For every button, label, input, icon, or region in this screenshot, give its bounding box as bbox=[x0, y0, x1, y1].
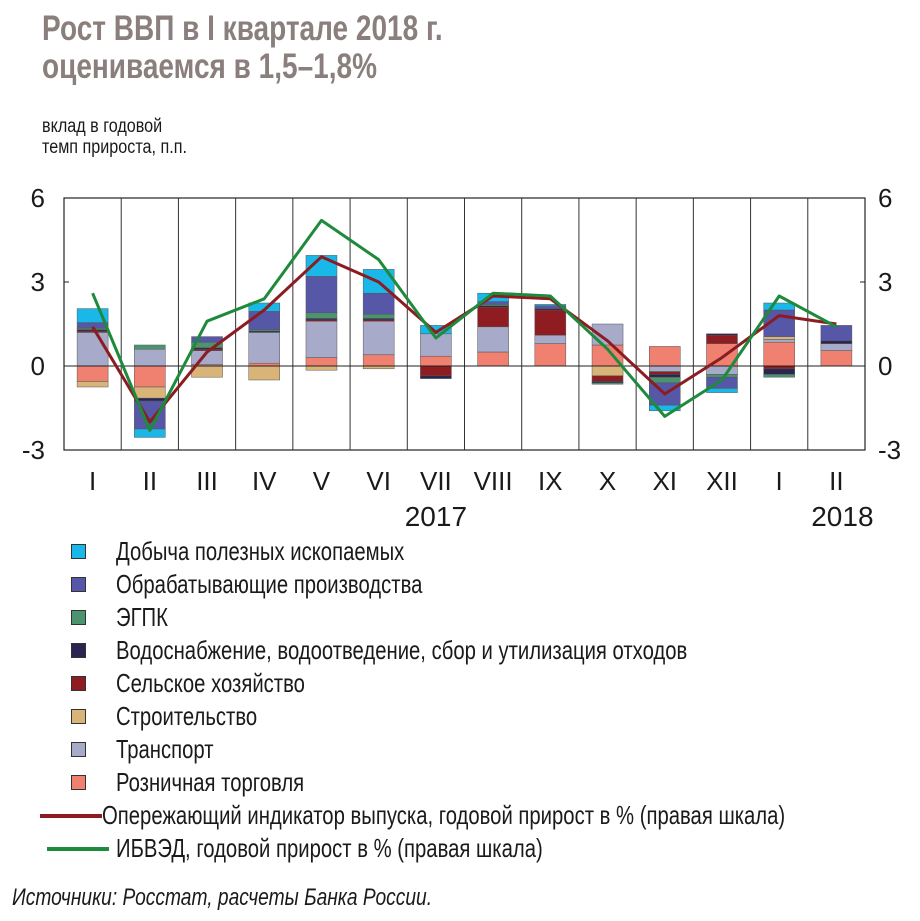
x-tick-label: IV bbox=[251, 466, 277, 496]
legend-marker-wrap bbox=[40, 709, 116, 724]
legend-item bbox=[40, 832, 910, 865]
x-tick-label: III bbox=[196, 466, 218, 496]
legend-label: Опережающий индикатор выпуска, годовой прирост в % (правая шкала) bbox=[102, 800, 786, 830]
legend-marker-wrap bbox=[40, 643, 116, 658]
legend-color-swatch bbox=[71, 742, 86, 757]
legend-label: Сельское хозяйство bbox=[116, 668, 305, 698]
x-tick-label: XII bbox=[706, 466, 738, 496]
x-tick-label: I bbox=[775, 466, 783, 496]
legend-item bbox=[40, 535, 910, 568]
legend-line-swatch bbox=[40, 814, 102, 818]
bar-segment bbox=[306, 321, 337, 357]
y-tick-label: -3 bbox=[21, 435, 45, 465]
legend-color-swatch bbox=[71, 676, 86, 691]
bar-segment bbox=[134, 366, 165, 387]
bar-segment bbox=[306, 358, 337, 366]
x-tick-label: XI bbox=[652, 466, 678, 496]
bar-segment bbox=[363, 321, 394, 355]
bar-segment bbox=[764, 337, 795, 340]
bar-segment bbox=[764, 369, 795, 375]
x-tick-label: V bbox=[312, 466, 331, 496]
bar-segment bbox=[478, 327, 509, 352]
bar-segment bbox=[764, 374, 795, 377]
bar-segment bbox=[649, 366, 680, 372]
legend-item bbox=[40, 766, 910, 799]
legend-marker-wrap bbox=[40, 814, 102, 818]
bar-segment bbox=[77, 366, 108, 381]
bar-segment bbox=[535, 310, 566, 335]
bar-segment bbox=[478, 307, 509, 327]
bar-segment bbox=[535, 335, 566, 343]
legend-item bbox=[40, 700, 910, 733]
bar-segment bbox=[706, 388, 737, 392]
bar-segment bbox=[420, 366, 451, 376]
bar-segment bbox=[306, 313, 337, 319]
bar-segment bbox=[249, 332, 280, 363]
legend-marker-wrap bbox=[40, 544, 116, 559]
bar-segment bbox=[649, 372, 680, 375]
legend-label: Обрабатывающие производства bbox=[116, 569, 423, 599]
bar-segment bbox=[134, 387, 165, 398]
legend-color-swatch bbox=[71, 544, 86, 559]
legend-label: Строительство bbox=[116, 701, 258, 731]
y2-tick-label: 3 bbox=[878, 267, 893, 297]
legend-marker-wrap bbox=[40, 676, 116, 691]
legend-color-swatch bbox=[71, 577, 86, 592]
y-tick-label: 6 bbox=[30, 183, 45, 213]
legend-color-swatch bbox=[71, 610, 86, 625]
y-tick-label: 3 bbox=[30, 267, 45, 297]
bar-segment bbox=[764, 339, 795, 342]
bar-segment bbox=[77, 332, 108, 366]
bar-segment bbox=[363, 314, 394, 318]
bar-segment bbox=[706, 374, 737, 377]
x-tick-label: VIII bbox=[473, 466, 513, 496]
bar-segment bbox=[478, 352, 509, 366]
bar-segment bbox=[706, 334, 737, 335]
legend-item bbox=[40, 799, 910, 832]
x-tick-label: X bbox=[598, 466, 617, 496]
bar-segment bbox=[363, 355, 394, 366]
bar-segment bbox=[821, 341, 852, 344]
year-label: 2018 bbox=[811, 501, 874, 532]
legend-item bbox=[40, 634, 910, 667]
legend-marker-wrap bbox=[40, 847, 116, 851]
y-tick-label: 0 bbox=[30, 351, 45, 381]
bar-segment bbox=[420, 356, 451, 366]
bar-segment bbox=[306, 276, 337, 312]
bar-segment bbox=[592, 383, 623, 384]
y-axis-label: вклад в годовой темп прироста, п.п. bbox=[42, 116, 187, 158]
bar-segment bbox=[649, 374, 680, 377]
bar-segment bbox=[821, 344, 852, 351]
legend-color-swatch bbox=[71, 709, 86, 724]
year-label: 2017 bbox=[404, 501, 468, 532]
bar-segment bbox=[592, 376, 623, 382]
legend-marker-wrap bbox=[40, 742, 116, 757]
legend-item bbox=[40, 601, 910, 634]
x-tick-label: I bbox=[88, 466, 97, 496]
legend-item bbox=[40, 667, 910, 700]
bar-segment bbox=[420, 376, 451, 379]
source-note: Источники: Росстат, расчеты Банка России. bbox=[12, 884, 433, 911]
legend-marker-wrap bbox=[40, 577, 116, 592]
legend bbox=[40, 535, 910, 865]
x-tick-label: II bbox=[829, 466, 844, 496]
bar-segment bbox=[535, 344, 566, 366]
x-tick-label: VII bbox=[419, 466, 452, 496]
bar-segment bbox=[134, 349, 165, 366]
legend-marker-wrap bbox=[40, 775, 116, 790]
bar-segment bbox=[363, 293, 394, 314]
bar-segment bbox=[249, 366, 280, 380]
legend-marker-wrap bbox=[40, 610, 116, 625]
bar-segment bbox=[306, 366, 337, 370]
bar-segment bbox=[592, 366, 623, 376]
bar-segment bbox=[249, 311, 280, 329]
legend-item bbox=[40, 568, 910, 601]
legend-item bbox=[40, 733, 910, 766]
x-tick-label: II bbox=[142, 466, 158, 496]
legend-color-swatch bbox=[71, 775, 86, 790]
legend-label: Транспорт bbox=[116, 734, 214, 764]
chart-title: Рост ВВП в I квартале 2018 г. оцениваемся в 1,5–1,8% bbox=[42, 9, 443, 86]
legend-label: Розничная торговля bbox=[116, 767, 305, 797]
bar-segment bbox=[649, 346, 680, 366]
x-tick-label: VI bbox=[366, 466, 391, 496]
legend-label: ИБВЭД, годовой прирост в % (правая шкала) bbox=[116, 833, 543, 863]
y2-tick-label: 6 bbox=[878, 183, 893, 213]
bar-segment bbox=[821, 325, 852, 340]
legend-label: ЭГПК bbox=[116, 602, 168, 632]
bar-segment bbox=[134, 345, 165, 349]
bar-segment bbox=[821, 351, 852, 366]
y2-tick-label: 0 bbox=[878, 351, 893, 381]
legend-line-swatch bbox=[47, 847, 109, 851]
bar-segment bbox=[192, 366, 223, 377]
bar-segment bbox=[706, 366, 737, 374]
legend-label: Добыча полезных ископаемых bbox=[116, 536, 405, 566]
legend-color-swatch bbox=[71, 643, 86, 658]
bar-segment bbox=[764, 342, 795, 366]
y2-tick-label: -3 bbox=[878, 435, 902, 465]
legend-label: Водоснабжение, водоотведение, сбор и утилизация отходов bbox=[116, 635, 688, 665]
bar-segment bbox=[764, 303, 795, 310]
x-tick-label: IX bbox=[538, 466, 563, 496]
bar-segment bbox=[706, 335, 737, 343]
bar-segment bbox=[77, 381, 108, 387]
